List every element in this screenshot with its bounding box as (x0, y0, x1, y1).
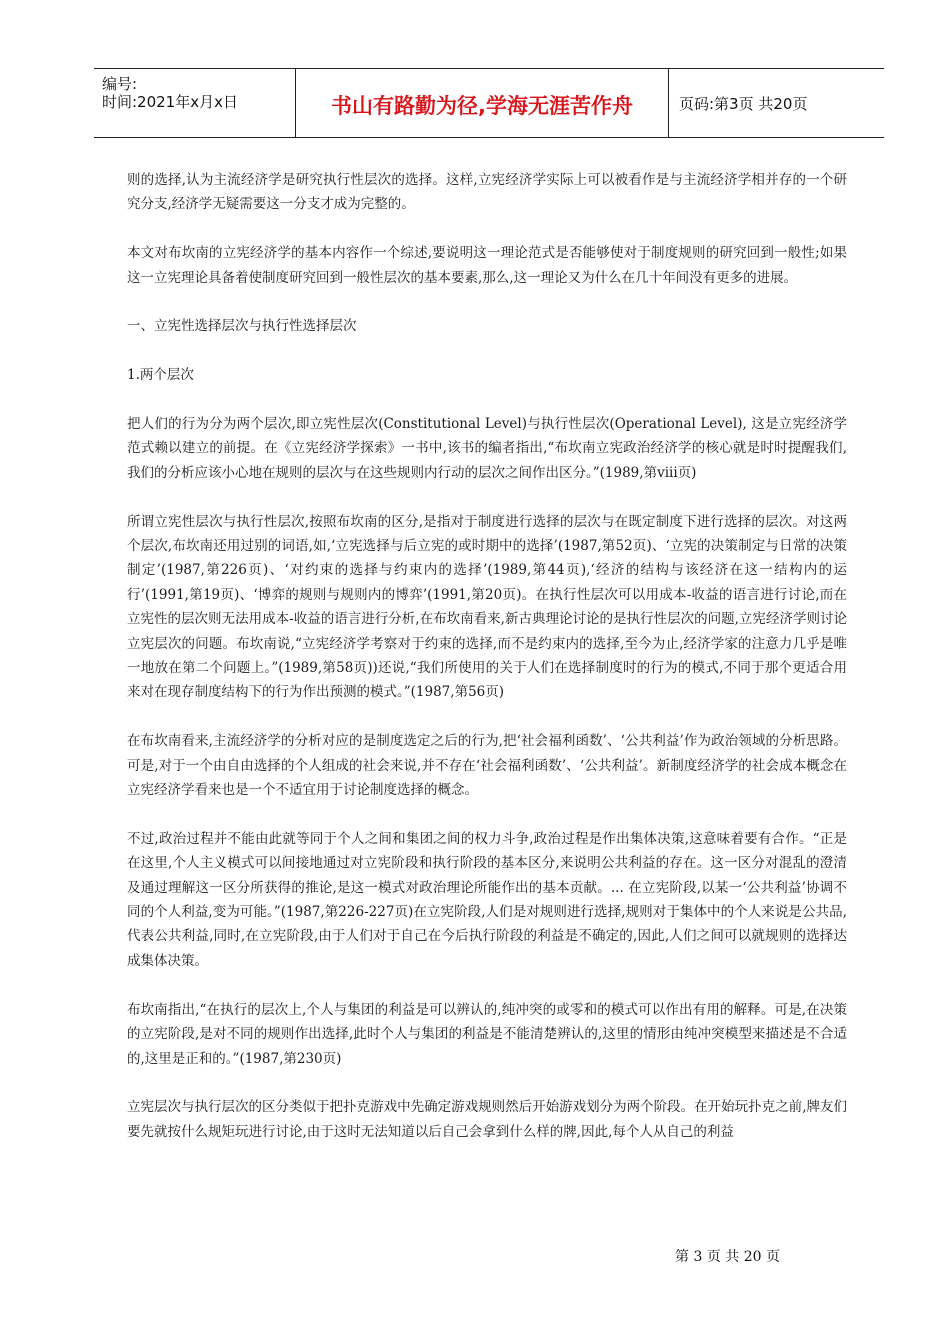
header-page-cell (669, 69, 884, 137)
section-heading: 一、立宪性选择层次与执行性选择层次 (127, 318, 357, 335)
document-body (127, 168, 847, 1169)
header-motto: 书山有路勤为径,学海无涯苦作舟 (331, 94, 633, 118)
paragraph: 则的选择,认为主流经济学是研究执行性层次的选择。这样,立宪经济学实际上可以被看作是与主流经济学相并存的一个研究分支,经济学无疑需要这一分支才成为完整的。 (127, 172, 847, 213)
paragraph: 布坎南指出,“在执行的层次上,个人与集团的利益是可以辨认的,纯冲突的或零和的模式可以作出有用的解释。可是,在决策的立宪阶段,是对不同的规则作出选择,此时个人与集团的利益是不能清楚辨认的,这里的情形由纯冲突模型来描述是不合适的,这里是正和的。”(1987,第230页) (127, 1001, 847, 1067)
paragraph: 立宪层次与执行层次的区分类似于把扑克游戏中先确定游戏规则然后开始游戏划分为两个阶段。在开始玩扑克之前,牌友们要先就按什么规矩玩进行讨论,由于这时无法知道以后自己会拿到什么样的牌,因此,每个人从自己的利益 (127, 1099, 847, 1140)
page-footer: 第 3 页 共 20 页 (675, 1249, 780, 1265)
paragraph: 本文对布坎南的立宪经济学的基本内容作一个综述,要说明这一理论范式是否能够使对于制度规则的研究回到一般性;如果这一立宪理论具备着使制度研究回到一般性层次的基本要素,那么,这一理论又为什么在几十年间没有更多的进展。 (127, 245, 847, 286)
page-header (94, 68, 884, 138)
paragraph: 不过,政治过程并不能由此就等同于个人之间和集团之间的权力斗争,政治过程是作出集体决策,这意味着要有合作。“正是在这里,个人主义模式可以间接地通过对立宪阶段和执行阶段的基本区分,来说明公共利益的存在。这一区分对混乱的澄清及通过理解这一区分所获得的推论,是这一模式对政治理论所能作出的基本贡献。... 在立宪阶段,以某一‘公共利益’协调不同的个人利益,变为可能。”(1987,第226-227页)在立宪阶段,人们是对规则进行选择,规则对于集体中的个人来说是公共品,代表公共利益,同时,在立宪阶段,由于人们对于自己在今后执行阶段的利益是不确定的,因此,人们之间可以就规则的选择达成集体决策。 (127, 830, 847, 969)
header-motto-cell (296, 69, 669, 137)
subsection-heading: 1.两个层次 (127, 367, 194, 384)
header-meta-cell (94, 69, 296, 137)
paragraph: 在布坎南看来,主流经济学的分析对应的是制度选定之后的行为,把‘社会福利函数’、‘公共利益’作为政治领域的分析思路。可是,对于一个由自由选择的个人组成的社会来说,并不存在‘社会福利函数’、‘公共利益’。新制度经济学的社会成本概念在立宪经济学看来也是一个不适宜用于讨论制度选择的概念。 (127, 733, 847, 799)
document-time: 时间:2021年x月x日 (102, 93, 238, 111)
header-page-info: 页码:第3页 共20页 (679, 95, 808, 113)
paragraph: 所谓立宪性层次与执行性层次,按照布坎南的区分,是指对于制度进行选择的层次与在既定制度下进行选择的层次。对这两个层次,布坎南还用过别的词语,如,‘立宪选择与后立宪的或时期中的选择’(1987,第52页)、‘立宪的决策制定与日常的决策制定’(1987,第226页)、‘对约束的选择与约束内的选择’(1989,第44页),‘经济的结构与该经济在这一结构内的运行’(1991,第19页)、‘博弈的规则与规则内的博弈’(1991,第20页)。在执行性层次可以用成本-收益的语言进行讨论,而在立宪性的层次则无法用成本-收益的语言进行分析,在布坎南看来,新古典理论讨论的是执行性层次的问题,立宪经济学则讨论立宪层次的问题。布坎南说,“立宪经济学考察对于约束的选择,而不是约束内的选择,至今为止,经济学家的注意力几乎是唯一地放在第二个问题上。”(1989,第58页))还说,“我们所使用的关于人们在选择制度时的行为的模式,不同于那个更适合用来对在现存制度结构下的行为作出预测的模式。”(1987,第56页) (127, 513, 847, 701)
document-number-label: 编号: (102, 75, 138, 93)
paragraph: 把人们的行为分为两个层次,即立宪性层次(Constitutional Level)与执行性层次(Operational Level), 这是立宪经济学范式赖以建立的前提。在《立宪经济学探索》一书中,该书的编者指出,“布坎南立宪政治经济学的核心就是时时提醒我们,我们的分析应该小心地在规则的层次与在这些规则内行动的层次之间作出区分。”(1989,第viii页) (127, 416, 847, 481)
